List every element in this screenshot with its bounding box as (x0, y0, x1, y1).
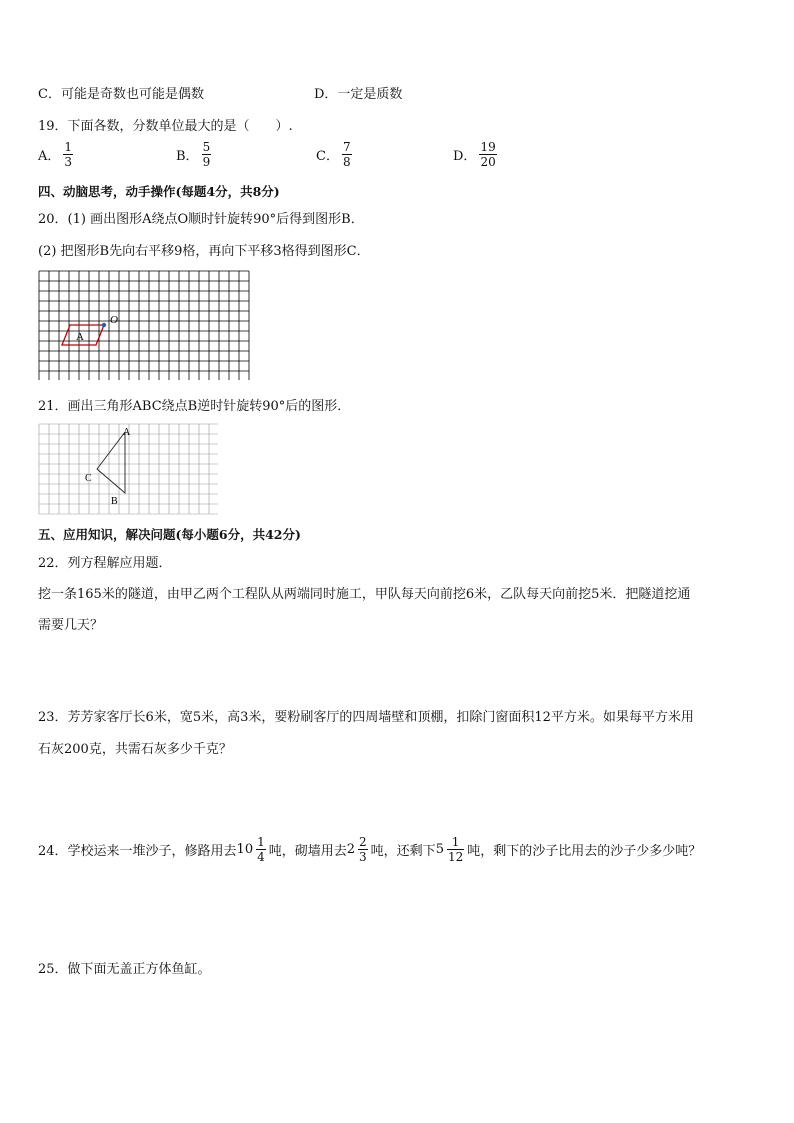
question-21-stem: 21．画出三角形ABC绕点B逆时针旋转90°后的图形． (38, 399, 351, 414)
fraction: $\frac{19}{20}$ (480, 140, 496, 169)
point-o-label: O (110, 314, 118, 326)
option-letter: C． (316, 149, 339, 164)
question-23-text-line-1: 23．芳芳家客厅长6米，宽5米，高3米，要粉刷客厅的四周墙壁和顶棚，扣除门窗面积12平方米。如果每平方米用 (38, 710, 694, 725)
question-25-stem: 25．做下面无盖正方体鱼缸。 (38, 962, 211, 977)
section-4-heading: 四、动脑思考，动手操作(每题4分，共8分) (38, 184, 280, 199)
figure-a-label: A (76, 331, 84, 343)
vertex-b-label: B (111, 496, 118, 507)
fraction: $\frac{7}{8}$ (342, 140, 351, 169)
question-23-text-line-2: 石灰200克，共需石灰多少千克？ (38, 742, 232, 757)
rotation-grid-figure (38, 270, 254, 380)
question-20-part-1: 20．(1) 画出图形A绕点O顺时针旋转90°后得到图形B． (38, 212, 364, 227)
vertex-a-label: A (123, 427, 131, 438)
mixed-fraction: $\frac{1}{12}$ (447, 835, 464, 864)
triangle-grid-figure (38, 423, 218, 519)
option-letter: B． (176, 149, 199, 164)
question-22-title: 22．列方程解应用题． (38, 556, 172, 571)
q19-option-b (176, 140, 214, 169)
option-d-text: D．一定是质数 (314, 87, 403, 102)
question-19-stem: 19．下面各数，分数单位最大的是（ ）. (38, 119, 293, 134)
point-o-marker (102, 323, 106, 327)
fraction: $\frac{5}{9}$ (202, 140, 211, 169)
q19-option-a (38, 140, 76, 169)
fraction: $\frac{1}{3}$ (64, 140, 73, 169)
option-c-text: C．可能是奇数也可能是偶数 (38, 87, 204, 102)
option-letter: D． (453, 149, 477, 164)
mixed-fraction: $\frac{1}{4}$ (257, 835, 265, 864)
question-20-part-2: (2) 把图形B先向右平移9格，再向下平移3格得到图形C． (38, 244, 370, 259)
question-24-text: 24．学校运来一堆沙子，修路用去10 $\frac{1}{4}$ 吨，砌墙用去2 $\frac{2}{3}$ 吨，还剩下5 $\frac{1}{12}$ 吨，剩下的沙子比用去的沙子少多少吨？ (38, 835, 702, 864)
question-22-text-line-2: 需要几天？ (38, 618, 104, 633)
q19-option-c (316, 140, 355, 169)
section-5-heading: 五、应用知识，解决问题(每小题6分，共42分) (38, 527, 301, 542)
mixed-fraction: $\frac{2}{3}$ (359, 835, 367, 864)
q19-option-d (453, 140, 500, 169)
vertex-c-label: C (85, 473, 92, 484)
question-22-text-line-1: 挖一条165米的隧道，由甲乙两个工程队从两端同时施工，甲队每天向前挖6米，乙队每天向前挖5米．把隧道挖通 (38, 587, 691, 602)
option-letter: A． (38, 149, 61, 164)
